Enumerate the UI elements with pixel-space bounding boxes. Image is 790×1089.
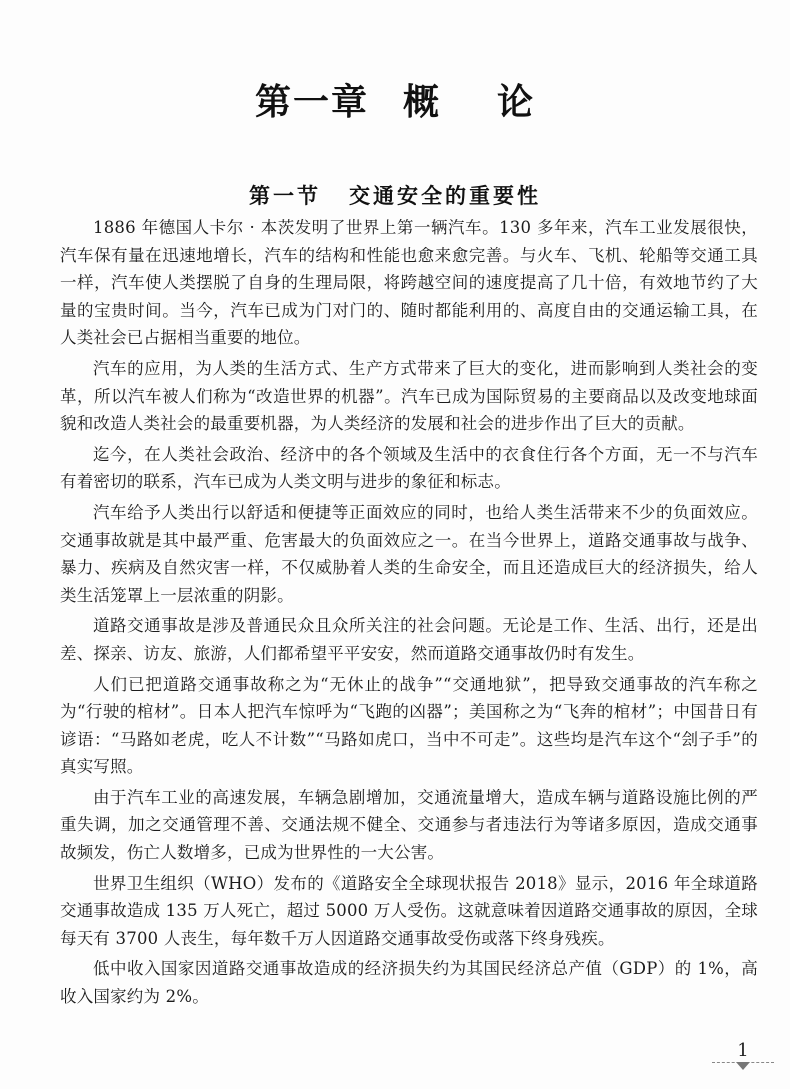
- page-number: 1: [737, 1040, 749, 1061]
- paragraph: 汽车的应用，为人类的生活方式、生产方式带来了巨大的变化，进而影响到人类社会的变革，所以汽车被人们称为“改造世界的机器”。汽车已成为国际贸易的主要商品以及改变地球面貌和改造人类社会的最重要机器，为人类经济的发展和社会的进步作出了巨大的贡献。: [60, 358, 758, 434]
- page-footer-ornament: [712, 1062, 774, 1073]
- section-number: 第一节: [249, 184, 321, 209]
- chapter-title-word-1: 概: [402, 82, 441, 124]
- body-text: [60, 214, 758, 1014]
- chapter-title-word-2: 论: [497, 82, 536, 124]
- paragraph: 世界卫生组织（WHO）发布的《道路安全全球现状报告 2018》显示，2016 年全球道路交通事故造成 135 万人死亡，超过 5000 万人受伤。这就意味着因道路交通事故的原因，全球每天有 3700 人丧生，每年数千万人因道路交通事故受伤或落下终身残疾。: [60, 873, 758, 948]
- chapter-number: 第一章: [254, 82, 369, 124]
- paragraph: 1886 年德国人卡尔 · 本茨发明了世界上第一辆汽车。130 多年来，汽车工业发展很快，汽车保有量在迅速地增长，汽车的结构和性能也愈来愈完善。与火车、飞机、轮船等交通工具一样，汽车使人类摆脱了自身的生理局限，将跨越空间的速度提高了几十倍，有效地节约了大量的宝贵时间。当今，汽车已成为门对门的、随时都能利用的、高度自由的交通运输工具，在人类社会已占据相当重要的地位。: [60, 218, 758, 348]
- paragraph: 汽车给予人类出行以舒适和便捷等正面效应的同时，也给人类生活带来不少的负面效应。交通事故就是其中最严重、危害最大的负面效应之一。在当今世界上，道路交通事故与战争、暴力、疾病及自然灾害一样，不仅威胁着人类的生命安全，而且还造成巨大的经济损失，给人类生活笼罩上一层浓重的阴影。: [60, 502, 758, 605]
- paragraph: 迄今，在人类社会政治、经济中的各个领域及生活中的衣食住行各个方面，无一不与汽车有着密切的联系，汽车已成为人类文明与进步的象征和标志。: [60, 444, 758, 492]
- paragraph: 低中收入国家因道路交通事故造成的经济损失约为其国民经济总产值（GDP）的 1%，高收入国家约为 2%。: [60, 959, 758, 1007]
- section-title: [0, 180, 790, 210]
- paragraph: 由于汽车工业的高速发展，车辆急剧增加，交通流量增大，造成车辆与道路设施比例的严重失调，加之交通管理不善、交通法规不健全、交通参与者违法行为等诸多原因，造成交通事故频发，伤亡人数增多，已成为世界性的一大公害。: [60, 787, 758, 863]
- chapter-title: [0, 74, 790, 125]
- paragraph: 人们已把道路交通事故称之为“无休止的战争”“交通地狱”，把导致交通事故的汽车称之为“行驶的棺材”。日本人把汽车惊呼为“飞跑的凶器”；美国称之为“飞奔的棺材”；中国昔日有谚语：“马路如老虎，吃人不计数”“马路如虎口，当中不可走”。这些均是汽车这个“刽子手”的真实写照。: [60, 674, 758, 777]
- paragraph: 道路交通事故是涉及普通民众且众所关注的社会问题。无论是工作、生活、出行，还是出差、探亲、访友、旅游，人们都希望平平安安，然而道路交通事故仍时有发生。: [60, 616, 758, 663]
- section-heading: 交通安全的重要性: [349, 184, 541, 209]
